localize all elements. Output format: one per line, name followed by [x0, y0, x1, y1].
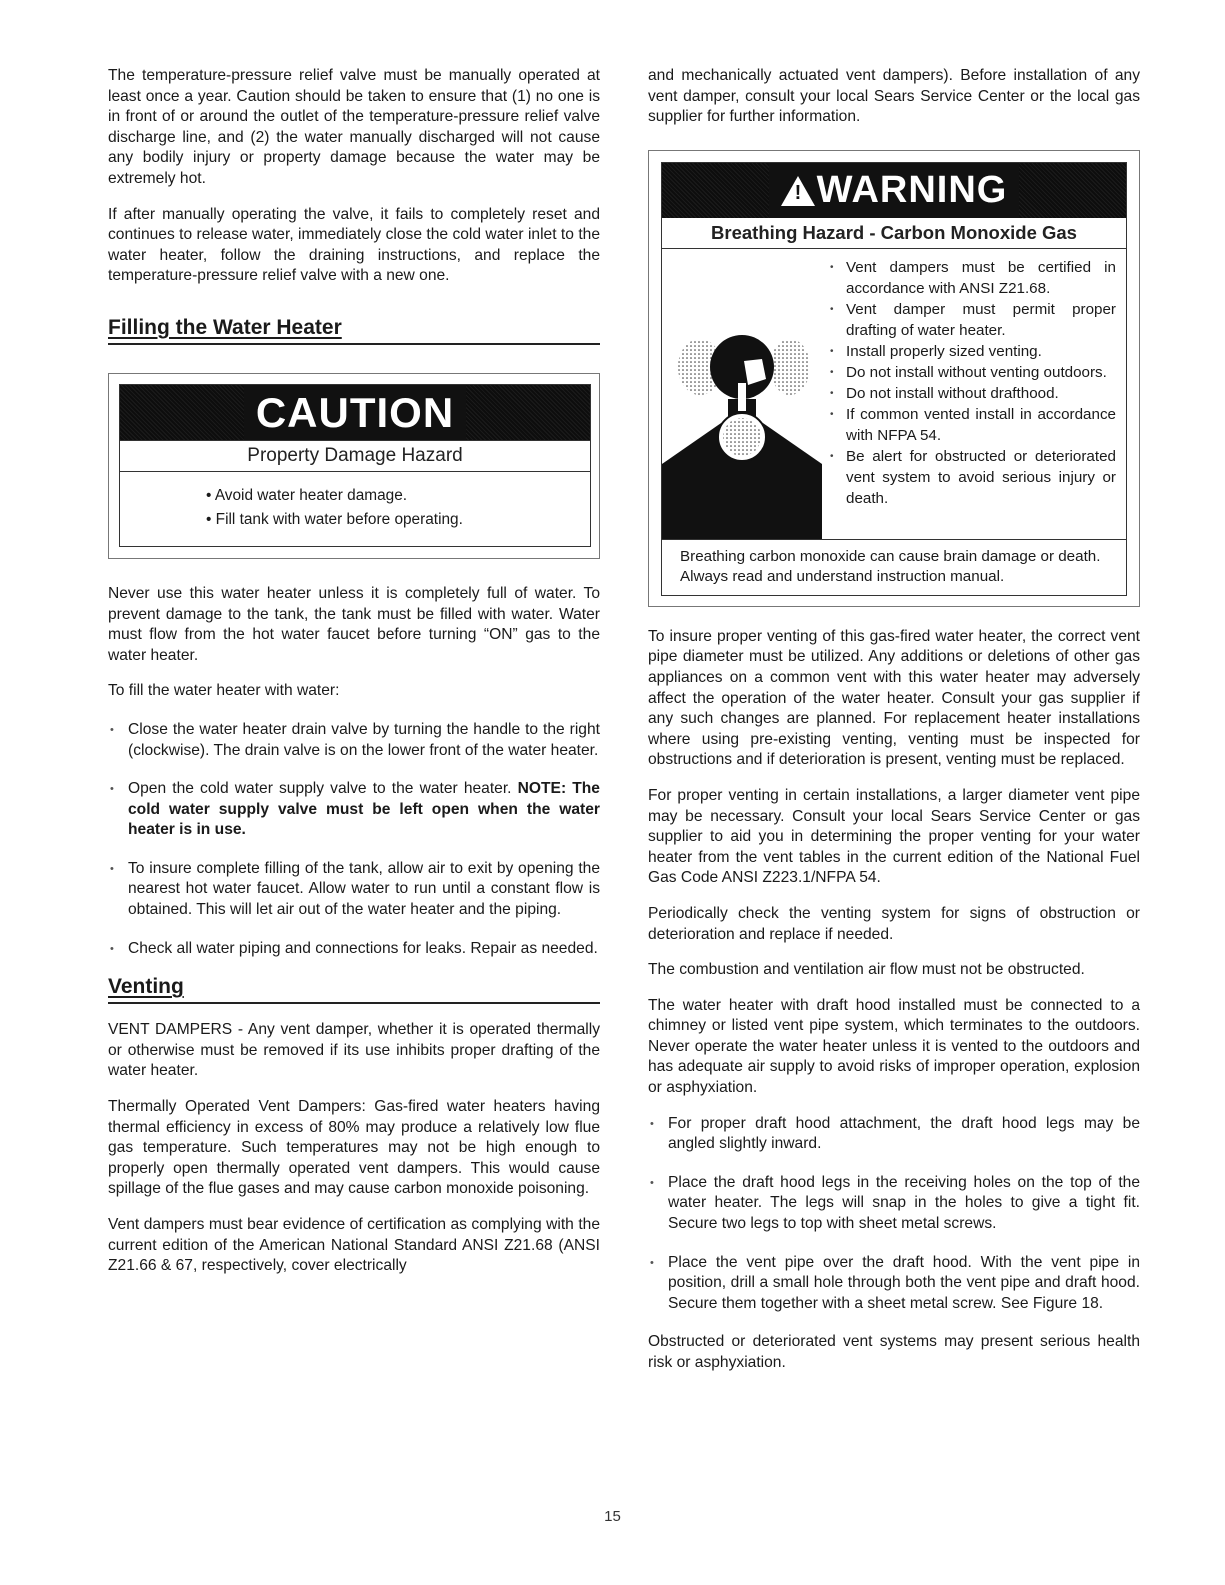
fill-steps-list	[108, 720, 600, 959]
warning-label	[648, 150, 1140, 607]
warning-item: • Vent damper must permit proper drafting of water heater.	[822, 299, 1116, 341]
warning-item: • Do not install without venting outdoors.	[822, 362, 1116, 383]
warning-triangle-icon: !	[781, 176, 815, 206]
paragraph: and mechanically actuated vent dampers). Before installation of any vent damper, consult your local Sears Service Center or the local gas supplier for further information.	[648, 67, 1140, 126]
left-column	[108, 66, 600, 1277]
list-item: • Place the vent pipe over the draft hood. With the vent pipe in position, drill a small hole through both the vent pipe and draft hood. Secure them together with a sheet metal screw. See Figure 18.	[648, 1253, 1140, 1315]
section-heading-filling: Filling the Water Heater	[108, 315, 600, 345]
caution-item: • Fill tank with water before operating.	[206, 510, 463, 528]
list-item: • Place the draft hood legs in the receiving holes on the top of the water heater. The legs will snap in the holes to give a tight fit. Secure two legs to top with sheet metal screws.	[648, 1173, 1140, 1235]
list-item	[108, 779, 600, 841]
caution-hazard-title: Property Damage Hazard	[120, 440, 590, 472]
warning-item: • Install properly sized venting.	[822, 341, 1116, 362]
list-item: • For proper draft hood attachment, the draft hood legs may be angled slightly inward.	[648, 1114, 1140, 1155]
warning-signal-inner	[769, 163, 1020, 218]
carbon-monoxide-illustration	[662, 249, 822, 539]
paragraph: To fill the water heater with water:	[108, 682, 340, 700]
paragraph: The temperature-pressure relief valve must be manually operated at least once a year. Caution should be taken to ensure that (1) no one is in front of or around the outlet of the temperature-pressure relief valve discharge line, and (2) the water manually discharged will not cause any bodily injury or property damage because the water may be extremely hot.	[108, 67, 600, 187]
caution-signal-word: CAUTION	[244, 385, 466, 440]
warning-signal-word: WARNING	[816, 168, 1008, 211]
warning-item: • Vent dampers must be certified in accordance with ANSI Z21.68.	[822, 257, 1116, 299]
caution-label	[108, 373, 600, 559]
paragraph: Never use this water heater unless it is completely full of water. To prevent damage to the tank, the tank must be filled with water. Water must flow from the hot water faucet before turning “ON” gas to the water heater.	[108, 584, 600, 664]
section-heading-venting: Venting	[108, 974, 600, 1004]
warning-box	[661, 162, 1127, 596]
paragraph: If after manually operating the valve, it fails to completely reset and continues to release water, immediately close the cold water inlet to the water heater, follow the draining instructions, and replace the temperature-pressure relief valve with a new one.	[108, 205, 600, 285]
warning-items	[822, 249, 1126, 539]
paragraph: The combustion and ventilation air flow must not be obstructed.	[648, 961, 1085, 979]
paragraph: VENT DAMPERS - Any vent damper, whether it is operated thermally or otherwise must be removed if its use inhibits proper drafting of the water heater.	[108, 1021, 600, 1080]
warning-item: • Be alert for obstructed or deteriorated vent system to avoid serious injury or death.	[822, 446, 1116, 509]
caution-items	[120, 472, 590, 546]
warning-signal-band	[662, 163, 1126, 218]
warning-item: • If common vented install in accordance with NFPA 54.	[822, 404, 1116, 446]
list-item: • To insure complete filling of the tank, allow air to exit by opening the nearest hot water faucet. Allow water to run until a constant flow is obtained. This will let air out of the water heater and the piping.	[108, 859, 600, 921]
paragraph: To insure proper venting of this gas-fired water heater, the correct vent pipe diameter must be utilized. Any additions or deletions of other gas appliances on a common vent with this water heater may adversely affect the operation of the water heater. Consult your gas supplier if any such changes are planned. For replacement heater installations where using pre-existing venting, venting must be inspected for obstructions and if deterioration is present, venting must be replaced.	[648, 627, 1140, 769]
caution-signal-band	[120, 385, 590, 440]
warning-item: • Do not install without drafthood.	[822, 383, 1116, 404]
list-item-text: Open the cold water supply valve to the water heater.	[128, 780, 512, 798]
paragraph: Obstructed or deteriorated vent systems may present serious health risk or asphyxiation.	[648, 1333, 1140, 1371]
paragraph: Thermally Operated Vent Dampers: Gas-fired water heaters having thermal efficiency in excess of 80% may produce a relatively low flue gas temperature. Such temperatures may not be high enough to properly open thermally operated vent dampers. This would cause spillage of the flue gases and may cause carbon monoxide poisoning.	[108, 1098, 600, 1198]
caution-box	[119, 384, 591, 547]
draft-hood-steps-list	[648, 1114, 1140, 1315]
paragraph: For proper venting in certain installations, a larger diameter vent pipe may be necessary. Consult your local Sears Service Center or gas supplier to aid you in determining the proper venting for your water heater from the vent tables in the current edition of the National Fuel Gas Code ANSI Z223.1/NFPA 54.	[648, 786, 1140, 887]
page-number: 15	[604, 1508, 621, 1525]
note-text: NOTE: The cold water supply valve must be left open when the water heater is in use.	[128, 780, 600, 839]
warning-body	[662, 249, 1126, 540]
warning-hazard-title: Breathing Hazard - Carbon Monoxide Gas	[662, 218, 1126, 249]
carbon-monoxide-person-icon	[662, 249, 822, 539]
caution-item: • Avoid water heater damage.	[206, 486, 408, 504]
paragraph: Vent dampers must bear evidence of certification as complying with the current edition of the American National Standard ANSI Z21.68 (ANSI Z21.66 & 67, respectively, cover electrically	[108, 1216, 600, 1275]
right-column	[648, 66, 1140, 1374]
warning-footer: Breathing carbon monoxide can cause brain damage or death. Always read and understand instruction manual.	[680, 547, 1101, 585]
paragraph: Periodically check the venting system for signs of obstruction or deterioration and replace if needed.	[648, 904, 1140, 943]
list-item: • Close the water heater drain valve by turning the handle to the right (clockwise). The drain valve is on the lower front of the water heater.	[108, 720, 600, 761]
list-item: • Check all water piping and connections for leaks. Repair as needed.	[108, 939, 600, 960]
paragraph: The water heater with draft hood installed must be connected to a chimney or listed vent pipe system, which terminates to the outdoors. Never operate the water heater unless it is vented to the outdoors and has adequate air supply to avoid risks of improper operation, explosion or asphyxiation.	[648, 996, 1140, 1097]
